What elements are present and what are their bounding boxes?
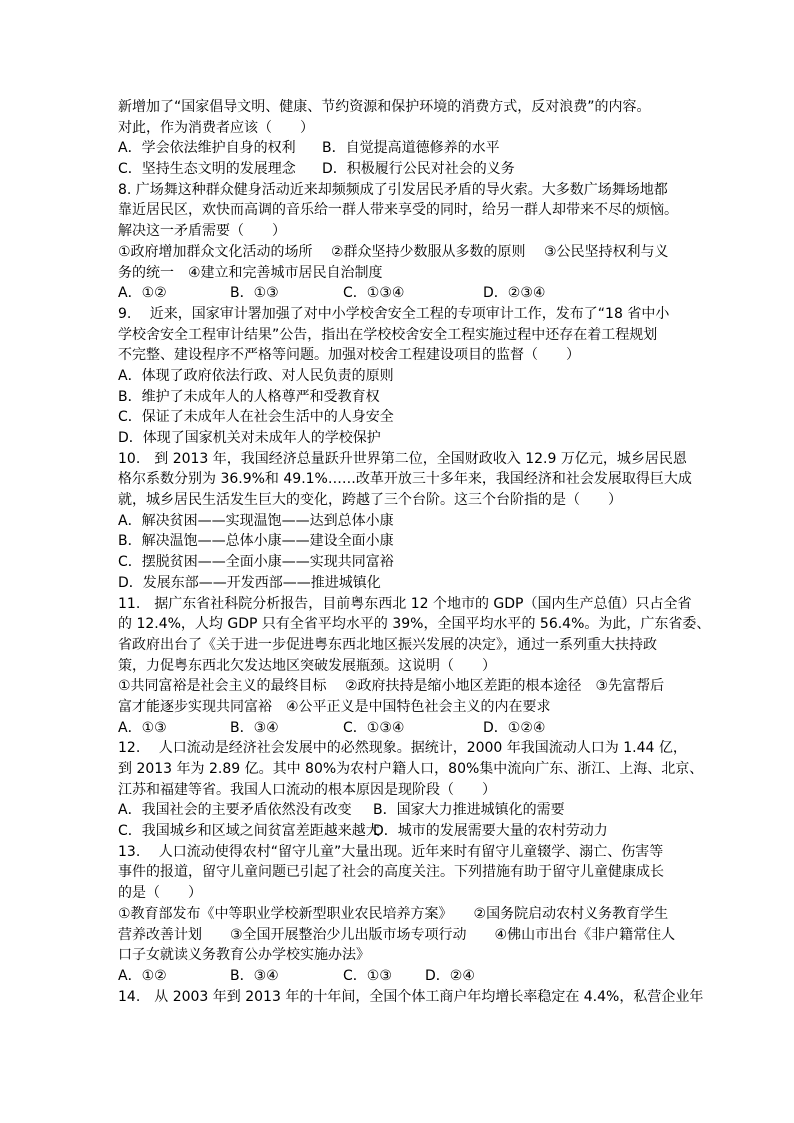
option-label: A． [118, 512, 142, 529]
question-stem-line: 12. 人口流动是经济社会发展中的必然现象。据统计，2000 年我国流动人口为 1.44 亿， [118, 740, 687, 757]
options-row [118, 366, 693, 387]
option-c[interactable] [343, 718, 404, 739]
option-a[interactable] [118, 718, 167, 739]
question-stem-line: 14. 从 2003 年到 2013 年的十年间，全国个体工商户年均增长率稳定在 4.4%，私营企业年 [118, 988, 704, 1005]
question-stem-line: 新增加了“国家倡导文明、健康、节约资源和保护环境的消费方式，反对浪费”的内容。 [118, 99, 651, 115]
option-text: 体现了国家机关对未成年人的学校保护 [142, 430, 381, 446]
options-row [118, 387, 693, 408]
question-stem-line: 解决这一矛盾需要（ ） [118, 223, 286, 240]
option-label: C． [118, 554, 142, 571]
question-q12 [118, 738, 704, 841]
option-text: 发展东部——开发西部——推进城镇化 [142, 574, 381, 591]
option-text: ①② [141, 285, 167, 302]
option-label: D． [118, 430, 143, 446]
option-c[interactable] [118, 821, 380, 842]
question-q14 [118, 987, 704, 1008]
option-text: ③④ [253, 967, 279, 984]
question-stem-line: 江苏和福建等省。我国人口流动的根本原因是现阶段（ ） [118, 781, 496, 798]
option-b[interactable] [118, 387, 380, 408]
option-label: C． [118, 161, 142, 178]
option-text: ①③ [253, 285, 279, 302]
option-text: ①③④ [366, 285, 405, 302]
question-stem-line: 就，城乡居民生活发生巨大的变化，跨越了三个台阶。这三个台阶指的是（ ） [118, 492, 622, 509]
question-stem-line: 格尔系数分别为 36.9%和 49.1%……改革开放三十多年来，我国经济和社会发展取得巨大成 [118, 471, 692, 488]
option-text: 解决贫困——实现温饱——达到总体小康 [141, 512, 394, 529]
option-text: 保证了未成年人在社会生活中的人身安全 [141, 409, 394, 426]
option-d[interactable] [322, 159, 515, 180]
statement-line: 务的统一 ④建立和完善城市居民自治制度 [118, 264, 383, 281]
question-stem-line: 学校舍安全工程审计结果”公告，指出在学校校舍安全工程实施过程中还存在着工程规划 [118, 326, 658, 343]
option-text: 城市的发展需要大量的农村劳动力 [397, 823, 608, 840]
option-text: ①③④ [366, 719, 405, 736]
option-label: D． [118, 574, 143, 591]
exam-page [118, 97, 711, 1007]
option-b[interactable] [230, 283, 279, 304]
option-text: ①② [141, 967, 167, 984]
options-row [118, 718, 693, 739]
question-stem-line: 11. 据广东省社科院分析报告，目前粤东西北 12 个地市的 GDP（国内生产总值）只占全省 [118, 595, 692, 612]
options-row [118, 821, 693, 842]
options-row [118, 511, 693, 532]
question-stem-line: 事件的报道，留守儿童问题已引起了社会的高度关注。下列措施有助于留守儿童健康成长 [118, 864, 664, 881]
option-label: B． [230, 967, 254, 984]
option-c[interactable] [118, 552, 394, 573]
question-stem-line: 10. 到 2013 年，我国经济总量跃升世界第二位，全国财政收入 12.9 万亿元，城乡居民恩 [118, 450, 687, 467]
option-text: 摆脱贫困——全面小康——实现共同富裕 [141, 554, 394, 571]
option-a[interactable] [118, 283, 167, 304]
option-label: C． [343, 967, 367, 984]
option-b[interactable] [373, 800, 565, 821]
statement-line: ①共同富裕是社会主义的最终目标 ②政府扶持是缩小地区差距的根本途径 ③先富帮后 [118, 678, 665, 695]
statement-line: 口子女就读义务教育公办学校实施办法》 [118, 947, 370, 964]
option-label: A． [118, 367, 142, 384]
question-q8 [118, 180, 693, 304]
option-label: A． [118, 802, 142, 819]
option-label: A． [118, 967, 142, 984]
option-label: D． [322, 161, 347, 178]
option-a[interactable] [118, 800, 352, 821]
options-row [118, 573, 693, 594]
option-a[interactable] [118, 366, 394, 387]
option-text: 自觉提高道德修养的水平 [345, 140, 500, 157]
option-label: A． [118, 719, 142, 736]
option-a[interactable] [118, 966, 167, 987]
option-text: ②③④ [507, 285, 546, 302]
options-row [118, 407, 693, 428]
option-b[interactable] [322, 138, 500, 159]
option-d[interactable] [483, 718, 545, 739]
option-text: 积极履行公民对社会的义务 [346, 161, 515, 178]
question-stem-line: 8. 广场舞这种群众健身活动近来却频频成了引发居民矛盾的导火索。大多数广场舞场地都 [118, 181, 668, 198]
options-row [118, 531, 693, 552]
option-label: B． [373, 802, 397, 819]
option-c[interactable] [343, 966, 392, 987]
option-label: C． [118, 409, 142, 426]
option-text: ①③ [141, 719, 167, 736]
statement-line: ①政府增加群众文化活动的场所 ②群众坚持少数服从多数的原则 ③公民坚持权利与义 [118, 243, 669, 260]
options-row [118, 552, 693, 573]
statement-line: 营养改善计划 ③全国开展整治少儿出版市场专项行动 ④佛山市出台《非户籍常住人 [118, 926, 676, 943]
question-q7 [118, 97, 693, 180]
option-c[interactable] [118, 159, 296, 180]
question-stem-line: 不完整、建设程序不严格等问题。加强对校舍工程建设项目的监督（ ） [118, 347, 580, 364]
option-label: B． [118, 388, 142, 405]
question-stem-line: 省政府出台了《关于进一步促进粤东西北地区振兴发展的决定》，通过一系列重大扶持政 [118, 636, 657, 653]
question-q10 [118, 449, 693, 594]
option-text: 我国社会的主要矛盾依然没有改变 [141, 802, 352, 819]
option-label: C． [118, 823, 142, 840]
option-text: 我国城乡和区域之间贫富差距越来越大 [141, 823, 380, 840]
option-d[interactable] [118, 573, 381, 594]
option-label: D． [483, 719, 508, 736]
option-text: 体现了政府依法行政、对人民负责的原则 [141, 367, 394, 384]
option-b[interactable] [230, 718, 279, 739]
option-label: D． [373, 823, 398, 840]
option-c[interactable] [118, 407, 394, 428]
options-row [118, 159, 693, 180]
option-d[interactable] [425, 966, 475, 987]
question-q11 [118, 594, 711, 739]
options-row [118, 800, 693, 821]
option-label: C． [343, 719, 367, 736]
option-c[interactable] [343, 283, 404, 304]
option-label: B． [118, 533, 142, 550]
question-stem-line: 的 12.4%，人均 GDP 只有全省平均水平的 39%，全国平均水平的 56.4%。为此，广东省委、 [118, 616, 711, 633]
question-stem-line: 策，力促粤东西北欠发达地区突破发展瓶颈。这说明（ ） [118, 657, 496, 674]
question-stem-line: 到 2013 年为 2.89 亿。其中 80%为农村户籍人口，80%集中流向广东、浙江、上海、北京、 [118, 761, 704, 777]
option-label: D． [483, 285, 508, 302]
option-text: 坚持生态文明的发展理念 [141, 161, 296, 178]
option-label: A． [118, 140, 142, 157]
question-stem-line: 对此，作为消费者应该（ ） [118, 119, 314, 136]
question-q13 [118, 842, 693, 987]
option-text: ①②④ [507, 719, 546, 736]
question-stem-line: 9. 近来，国家审计署加强了对中小学校舍安全工程的专项审计工作，发布了“18 省中小 [118, 305, 670, 322]
question-stem-line: 靠近居民区，欢快而高调的音乐给一群人带来享受的同时，给另一群人却带来不尽的烦恼。 [118, 202, 678, 219]
statement-line: ①教育部发布《中等职业学校新型职业农民培养方案》 ②国务院启动农村义务教育学生 [118, 905, 669, 922]
statement-line: 富才能逐步实现共同富裕 ④公平正义是中国特色社会主义的内在要求 [118, 698, 551, 715]
option-text: 学会依法维护自身的权利 [141, 140, 296, 157]
options-row [118, 428, 693, 449]
question-q9 [118, 304, 693, 449]
options-row [118, 283, 693, 304]
option-label: A． [118, 285, 142, 302]
option-d[interactable] [118, 428, 381, 449]
question-stem-line: 13. 人口流动使得农村“留守儿童”大量出现。近年来时有留守儿童辍学、溺亡、伤害等 [118, 843, 664, 860]
option-text: ③④ [253, 719, 279, 736]
option-a[interactable] [118, 511, 394, 532]
option-label: B． [230, 285, 254, 302]
option-label: C． [343, 285, 367, 302]
option-text: 解决温饱——总体小康——建设全面小康 [141, 533, 394, 550]
question-stem-line: 的是（ ） [118, 885, 202, 902]
option-text: 国家大力推进城镇化的需要 [396, 802, 565, 819]
option-a[interactable] [118, 138, 296, 159]
option-text: ②④ [449, 967, 475, 984]
option-label: D． [425, 967, 450, 984]
option-d[interactable] [483, 283, 545, 304]
option-text: ①③ [366, 967, 392, 984]
option-b[interactable] [118, 531, 394, 552]
option-label: B． [230, 719, 254, 736]
option-label: B． [322, 140, 346, 157]
options-row [118, 138, 693, 159]
options-row [118, 966, 693, 987]
option-text: 维护了未成年人的人格尊严和受教育权 [141, 388, 380, 405]
option-b[interactable] [230, 966, 279, 987]
option-d[interactable] [373, 821, 608, 842]
